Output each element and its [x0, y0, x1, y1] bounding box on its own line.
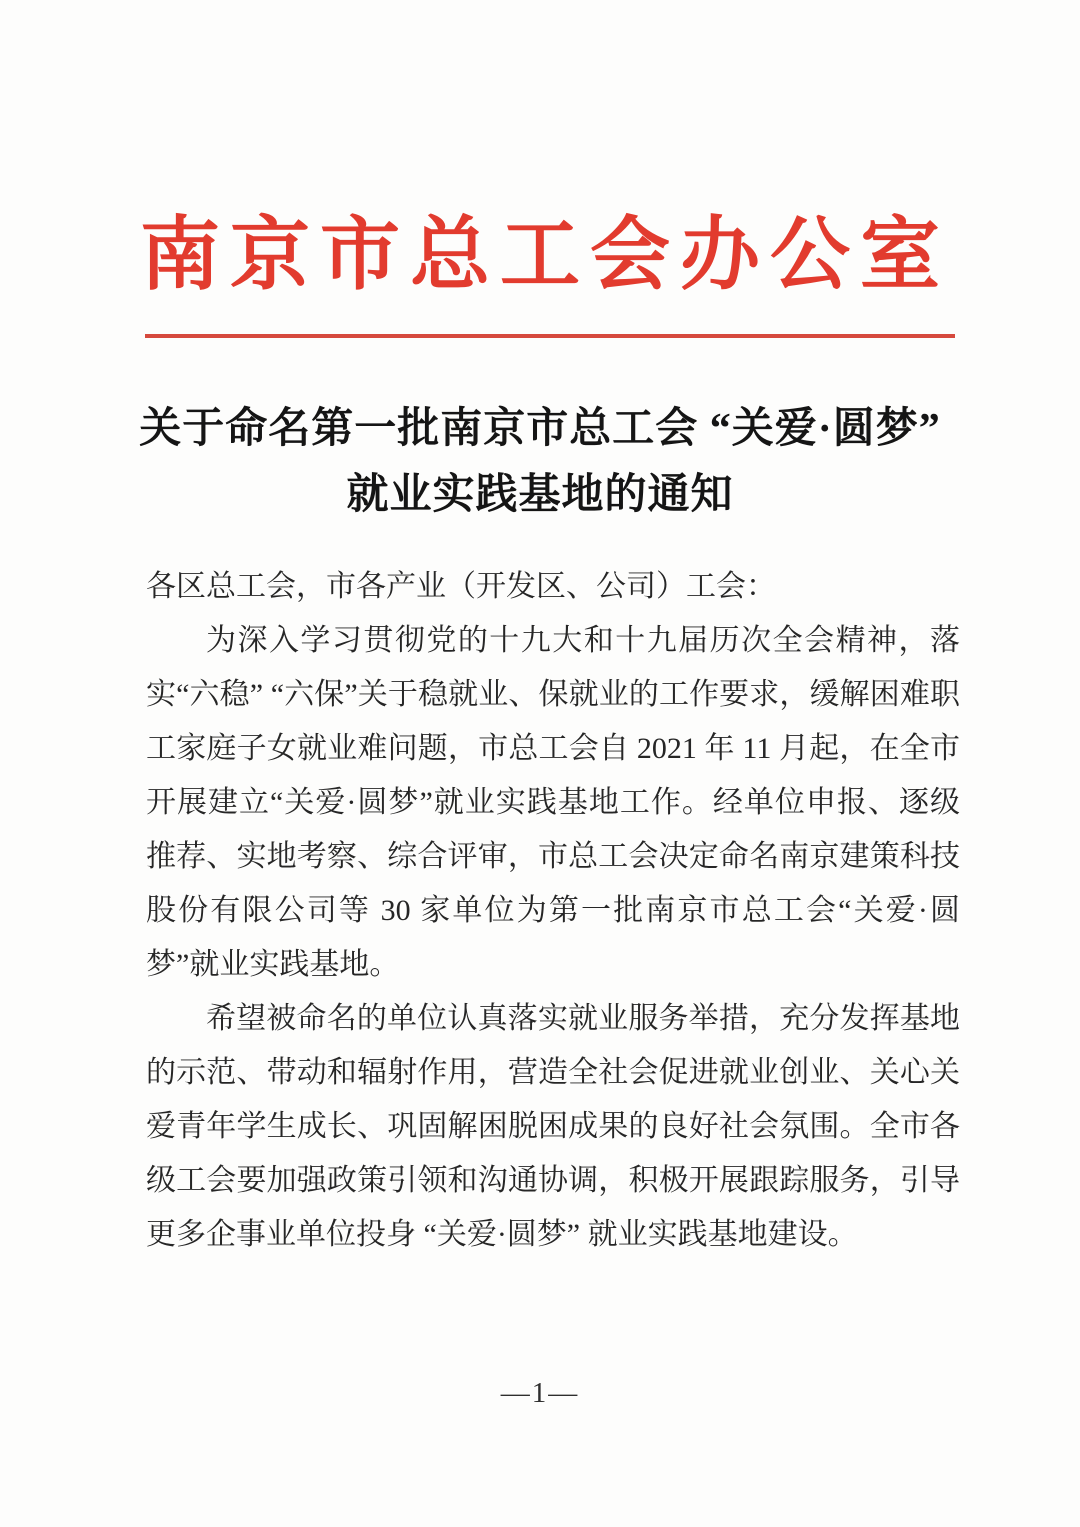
body-paragraph-2: 希望被命名的单位认真落实就业服务举措，充分发挥基地的示范、带动和辐射作用，营造全社会促进就业创业、关心关爱青年学生成长、巩固解困脱困成果的良好社会氛围。全市各级工会要加强政策引领和沟通协调，积极开展跟踪服务，引导更多企事业单位投身 “关爱·圆梦” 就业实践基地建设。: [146, 1002, 960, 1251]
document-title-line-1: 关于命名第一批南京市总工会 “关爱·圆梦”: [139, 406, 941, 452]
letterhead-red-divider-line: [145, 334, 955, 338]
body-paragraph-1: 为深入学习贯彻党的十九大和十九届历次全会精神，落实“六稳” “六保”关于稳就业、保就业的工作要求，缓解困难职工家庭子女就业难问题，市总工会自 2021 年 11 月起，在全市开展建立“关爱·圆梦”就业实践基地工作。经单位申报、逐级推荐、实地考察、综合评审，市总工会决定命名南京建策科技股份有限公司等 30 家单位为第一批南京市总工会“关爱·圆梦”就业实践基地。: [146, 624, 960, 981]
document-title-line-2: 就业实践基地的通知: [346, 472, 734, 518]
document-title: [0, 396, 1080, 528]
page-number: —1—: [500, 1377, 580, 1409]
document-body: [146, 560, 960, 1262]
salutation-line: 各区总工会，市各产业（开发区、公司）工会：: [146, 570, 776, 603]
letterhead-org-title: 南京市总工会办公室: [140, 212, 950, 300]
